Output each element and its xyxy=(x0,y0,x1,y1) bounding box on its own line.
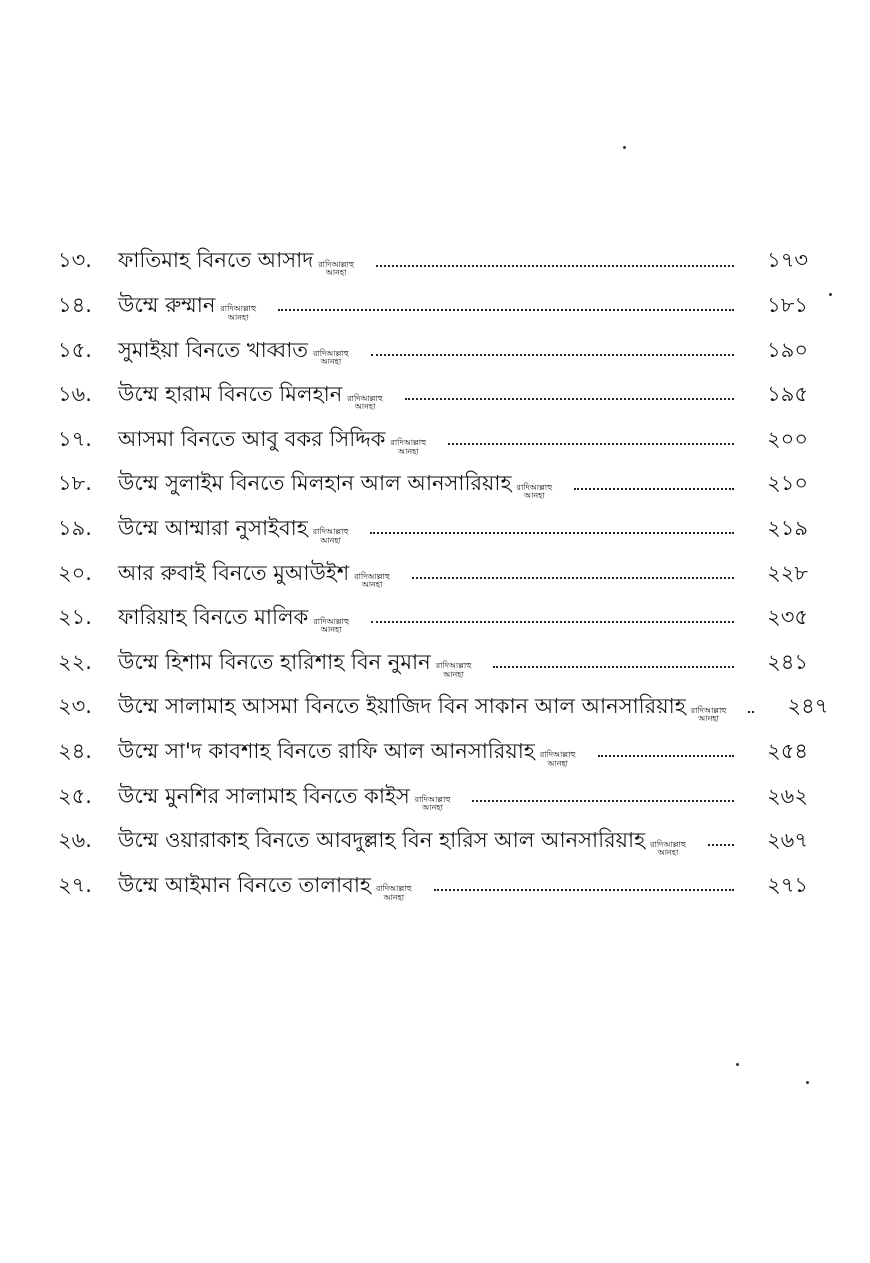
entry-number: ২৭. xyxy=(58,872,92,897)
honorific-top: রাদিআল্লাহু xyxy=(414,794,451,804)
dot-leader xyxy=(493,666,734,668)
dot-leader xyxy=(748,711,754,713)
dot-leader xyxy=(376,265,734,267)
honorific-bottom: আনহা xyxy=(443,669,464,679)
honorific-top: রাদিআল্লাহু xyxy=(435,661,472,671)
toc-entry xyxy=(58,407,808,456)
honorific-bottom: আনহা xyxy=(698,714,719,724)
entry-title: উম্মে মুনশির সালামাহ বিনতে কাইস xyxy=(118,783,410,808)
honorific xyxy=(313,618,349,635)
honorific xyxy=(415,796,451,813)
honorific-bottom: আনহা xyxy=(383,892,405,902)
toc-entry xyxy=(58,274,808,322)
entry-title: উম্মে রুম্মান xyxy=(118,293,216,317)
honorific-bottom: আনহা xyxy=(227,312,249,322)
toc-entry xyxy=(58,363,808,411)
toc-entry xyxy=(58,541,808,590)
honorific-top: রাদিআল্লাহু xyxy=(313,349,349,358)
honorific-top: রাদিআল্লাহু xyxy=(516,482,553,492)
toc-entry xyxy=(58,586,808,634)
honorific-bottom: আনহা xyxy=(361,580,383,590)
honorific-bottom: আনহা xyxy=(547,758,568,768)
entry-number: ২৩. xyxy=(58,694,92,719)
entry-number: ২২. xyxy=(58,649,92,674)
honorific-bottom: আনহা xyxy=(657,847,679,857)
entry-number: ১৬. xyxy=(58,382,92,407)
entry-number: ১৪. xyxy=(58,293,92,317)
entry-number: ২৫. xyxy=(58,783,92,808)
entry-title: উম্মে আইমান বিনতে তালাবাহ xyxy=(118,872,371,897)
honorific-bottom: আনহা xyxy=(320,357,342,367)
dot-leader xyxy=(412,577,734,579)
entry-number: ১৯. xyxy=(58,515,92,540)
entry-page: ২১০ xyxy=(767,471,808,496)
toc-entry xyxy=(58,630,808,679)
toc-entry xyxy=(58,764,808,813)
honorific xyxy=(436,662,472,679)
entry-page: ১৯০ xyxy=(767,337,808,362)
entry-title: উম্মে সা'দ কাবশাহ বিনতে রাফি আল আনসারিয়াহ xyxy=(118,738,535,763)
honorific xyxy=(220,305,256,322)
entry-number: ১৭. xyxy=(58,426,92,451)
entry-page: ২১৯ xyxy=(767,515,808,540)
dot-leader xyxy=(598,755,734,757)
entry-page: ২৬৭ xyxy=(767,828,808,853)
entry-page: ২৬২ xyxy=(767,783,808,808)
entry-page: ২২৮ xyxy=(767,560,808,585)
entry-page: ১৭৩ xyxy=(767,248,808,273)
honorific-bottom: আনহা xyxy=(398,446,419,456)
toc-entry xyxy=(58,675,829,724)
honorific xyxy=(650,841,686,858)
dot-leader xyxy=(472,800,734,802)
honorific-top: রাদিআল্লাহু xyxy=(650,839,686,849)
dot-leader xyxy=(370,532,734,534)
honorific-top: রাদিআল্লাহু xyxy=(375,884,412,894)
entry-page: ২৩৫ xyxy=(767,605,808,630)
toc-entry xyxy=(58,497,808,545)
honorific-top: রাদিআল্লাহু xyxy=(313,616,350,626)
dot-leader xyxy=(708,844,734,846)
honorific-bottom: আনহা xyxy=(524,491,545,501)
dot-leader xyxy=(371,621,734,623)
entry-title: উম্মে সুলাইম বিনতে মিলহান আল আনসারিয়াহ xyxy=(118,471,512,496)
entry-number: ১৩. xyxy=(58,248,92,273)
entry-page: ২৭১ xyxy=(767,872,808,897)
entry-title: আসমা বিনতে আবু বকর সিদ্দিক xyxy=(118,426,386,451)
honorific-top: রাদিআল্লাহু xyxy=(690,705,727,715)
toc-entry xyxy=(58,853,808,902)
honorific-bottom: আনহা xyxy=(325,268,347,278)
table-of-contents xyxy=(58,229,829,902)
entry-page: ২৪১ xyxy=(767,649,808,674)
entry-number: ১৫. xyxy=(58,337,92,362)
entry-title: উম্মে হিশাম বিনতে হারিশাহ বিন নুমান xyxy=(118,649,431,674)
honorific xyxy=(313,528,349,545)
entry-page: ১৮১ xyxy=(767,293,808,317)
honorific-top: রাদিআল্লাহু xyxy=(354,571,390,581)
entry-number: ২০. xyxy=(58,560,92,585)
scan-speck xyxy=(829,293,832,296)
honorific xyxy=(354,573,390,590)
entry-page: ১৯৫ xyxy=(767,382,808,407)
entry-page: ২০০ xyxy=(767,426,808,451)
honorific-bottom: আনহা xyxy=(354,401,376,411)
honorific xyxy=(318,261,354,278)
honorific-top: রাদিআল্লাহু xyxy=(539,750,576,760)
honorific-top: রাদিআল্লাহু xyxy=(390,438,427,448)
toc-entry xyxy=(58,452,808,501)
honorific-bottom: আনহা xyxy=(320,535,341,545)
entry-title: উম্মে সালামাহ আসমা বিনতে ইয়াজিদ বিন সাকান আল আনসারিয়াহ xyxy=(118,694,686,719)
dot-leader xyxy=(448,443,734,445)
entry-number: ২৪. xyxy=(58,738,92,763)
honorific xyxy=(313,350,349,367)
honorific-top: রাদিআল্লাহু xyxy=(347,393,383,403)
honorific-top: রাদিআল্লাহু xyxy=(318,259,354,269)
scan-speck xyxy=(623,146,626,149)
dot-leader xyxy=(434,889,734,891)
toc-entry xyxy=(58,229,808,278)
entry-number: ১৮. xyxy=(58,471,92,496)
entry-number: ২১. xyxy=(58,605,92,630)
dot-leader xyxy=(574,488,734,490)
entry-title: আর রুবাই বিনতে মুআউইশ xyxy=(118,560,350,585)
scan-speck xyxy=(736,1063,739,1066)
entry-number: ২৬. xyxy=(58,828,92,853)
entry-title: ফাতিমাহ বিনতে আসাদ xyxy=(118,248,314,273)
honorific xyxy=(540,751,576,768)
entry-title: উম্মে ওয়ারাকাহ বিনতে আবদুল্লাহ বিন হারিস আল আনসারিয়াহ xyxy=(118,828,646,853)
honorific-bottom: আনহা xyxy=(320,624,342,634)
honorific xyxy=(347,395,383,412)
honorific xyxy=(517,484,553,501)
honorific xyxy=(376,885,412,902)
honorific-top: রাদিআল্লাহু xyxy=(220,304,257,314)
entry-page: ২৪৭ xyxy=(787,694,829,719)
entry-title: ফারিয়াহ বিনতে মালিক xyxy=(118,605,309,630)
entry-page: ২৫৪ xyxy=(767,738,808,763)
honorific-top: রাদিআল্লাহু xyxy=(312,527,349,537)
honorific xyxy=(390,439,426,456)
honorific xyxy=(691,707,727,724)
entry-title: উম্মে হারাম বিনতে মিলহান xyxy=(118,382,343,407)
dot-leader xyxy=(278,309,734,311)
honorific-bottom: আনহা xyxy=(422,803,443,813)
entry-title: সুমাইয়া বিনতে খাব্বাত xyxy=(118,337,309,362)
toc-entry xyxy=(58,318,808,367)
toc-entry xyxy=(58,720,808,768)
entry-title: উম্মে আম্মারা নুসাইবাহ xyxy=(118,515,308,540)
dot-leader xyxy=(371,354,734,356)
dot-leader xyxy=(405,398,734,400)
toc-entry xyxy=(58,809,808,857)
scan-speck xyxy=(806,1081,809,1084)
